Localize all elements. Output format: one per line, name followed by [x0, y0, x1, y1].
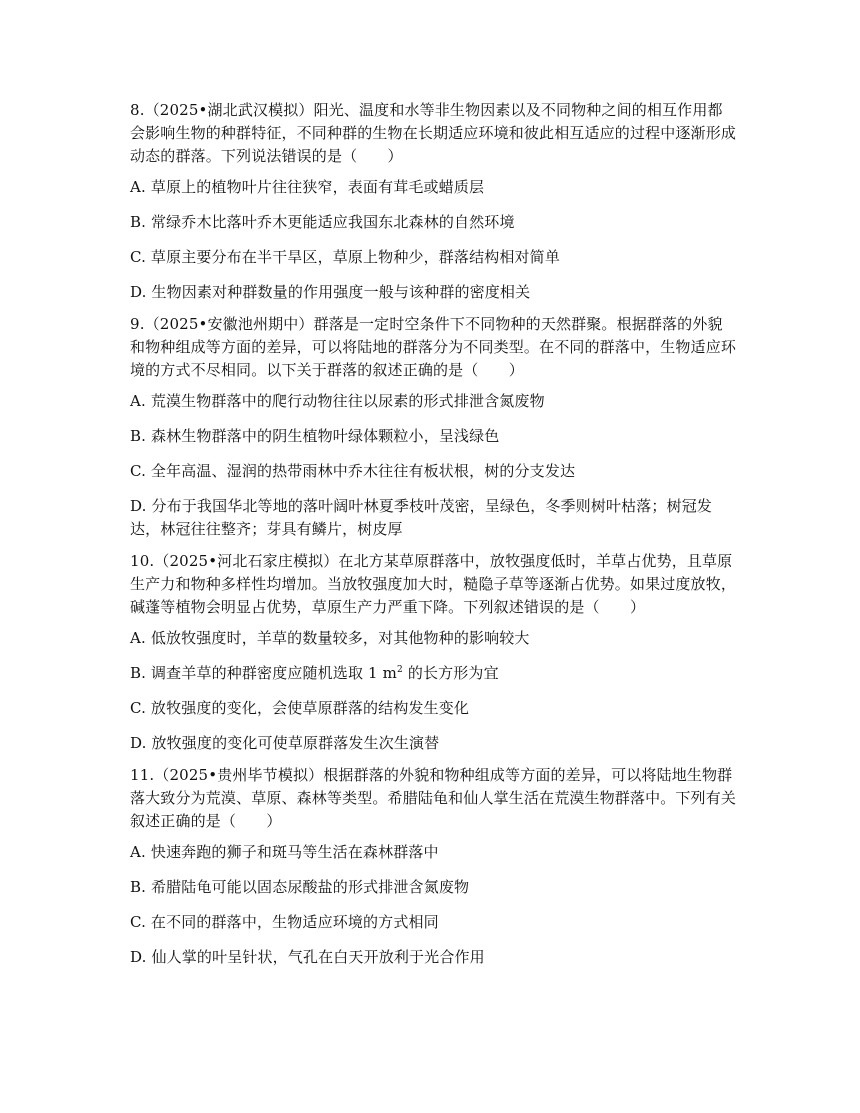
option-c: C. 草原主要分布在半干旱区，草原上物种少，群落结构相对简单: [130, 248, 560, 266]
question-stem: 9.（2025•安徽池州期中）群落是一定时空条件下不同物种的天然群聚。根据群落的外貌和物种组成等方面的差异，可以将陆地的群落分为不同类型。在不同的群落中，生物适应环境的方式不尽相同。以下关于群落的叙述正确的是（ ）: [130, 315, 737, 379]
option-d: D. 放牧强度的变化可使草原群落发生次生演替: [130, 734, 440, 752]
option-d: D. 仙人掌的叶呈针状，气孔在白天开放利于光合作用: [130, 948, 485, 966]
option-a: A. 荒漠生物群落中的爬行动物往往以尿素的形式排泄含氮废物: [130, 392, 545, 410]
option-b-text: B. 调查羊草的种群密度应随机选取 1 m: [130, 664, 398, 682]
option-a: A. 草原上的植物叶片往往狭窄，表面有茸毛或蜡质层: [130, 178, 485, 196]
question-list: [130, 99, 736, 978]
option-a: A. 低放牧强度时，羊草的数量较多，对其他物种的影响较大: [130, 629, 530, 647]
option-b-text-end: 的长方形为宜: [402, 664, 499, 682]
question-11: [130, 764, 736, 969]
question-9: [130, 313, 736, 541]
option-c: C. 放牧强度的变化，会使草原群落的结构发生变化: [130, 699, 470, 717]
question-10: [130, 550, 736, 755]
option-b: B. 森林生物群落中的阴生植物叶绿体颗粒小，呈浅绿色: [130, 427, 500, 445]
option-b: B. 常绿乔木比落叶乔木更能适应我国东北森林的自然环境: [130, 213, 515, 231]
question-stem: 11.（2025•贵州毕节模拟）根据群落的外貌和物种组成等方面的差异，可以将陆地生物群落大致分为荒漠、草原、森林等类型。希腊陆龟和仙人掌生活在荒漠生物群落中。下列有关叙述正确的是（ ）: [130, 766, 737, 830]
option-b: [130, 662, 736, 685]
option-c: C. 在不同的群落中，生物适应环境的方式相同: [130, 913, 439, 931]
question-8: [130, 99, 736, 304]
option-c: C. 全年高温、湿润的热带雨林中乔木往往有板状根，树的分支发达: [130, 462, 576, 480]
option-b: B. 希腊陆龟可能以固态尿酸盐的形式排泄含氮废物: [130, 878, 470, 896]
option-d: D. 分布于我国华北等地的落叶阔叶林夏季枝叶茂密，呈绿色，冬季则树叶枯落；树冠发达，林冠往往整齐；芽具有鳞片，树皮厚: [130, 497, 713, 538]
question-stem: 8.（2025•湖北武汉模拟）阳光、温度和水等非生物因素以及不同物种之间的相互作用都会影响生物的种群特征，不同种群的生物在长期适应环境和彼此相互适应的过程中逐渐形成动态的群落。下列说法错误的是（ ）: [130, 101, 737, 165]
option-a: A. 快速奔跑的狮子和斑马等生活在森林群落中: [130, 843, 439, 861]
superscript-exponent: 2: [397, 665, 403, 675]
question-stem: 10.（2025•河北石家庄模拟）在北方某草原群落中，放牧强度低时，羊草占优势，且草原生产力和物种多样性均增加。当放牧强度加大时，糙隐子草等逐渐占优势。如果过度放牧，碱蓬等植物会明显占优势，草原生产力严重下降。下列叙述错误的是（ ）: [130, 552, 737, 616]
option-d: D. 生物因素对种群数量的作用强度一般与该种群的密度相关: [130, 283, 531, 301]
